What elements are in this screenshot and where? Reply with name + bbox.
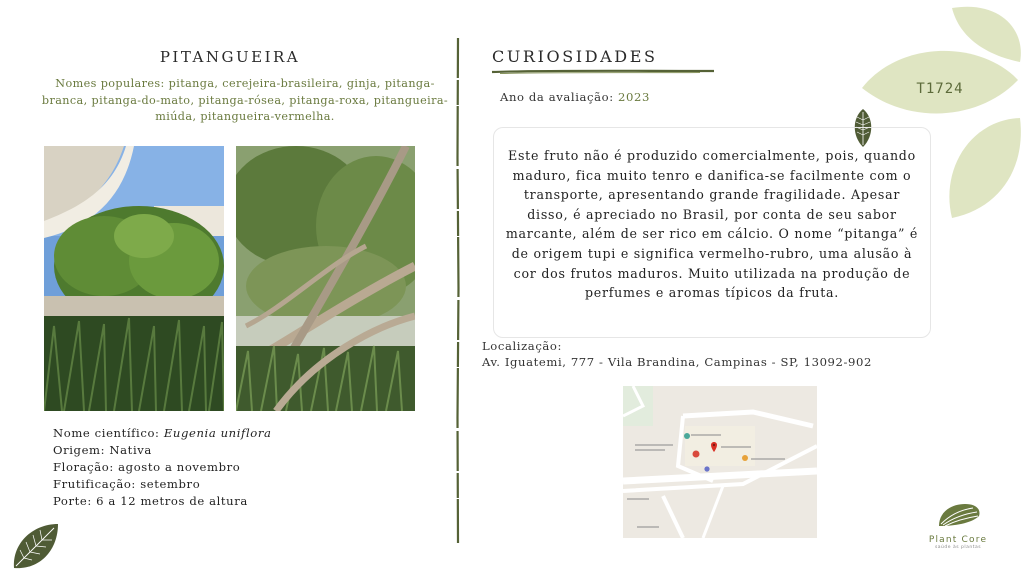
curiosity-text: Este fruto não é produzido comercialmente, pois, quando maduro, fica muito tenro e danifica-se facilmente com o transporte, apresentando grande fragilidade. Apesar disso, é apreciado no Brasil, por conta de seu sabor marcante, além de ser rico em cálcio. O nome “pitanga” é de origem tupi e significa vermelho-rubro, uma alusão à cor dos frutos maduros. Muito utilizada na produção de perfumes e aromas típicos da fruta. xyxy=(493,127,931,338)
popular-names: Nomes populares: pitanga, cerejeira-brasileira, ginja, pitanga-branca, pitanga-do-mato, pitanga-rósea, pitanga-roxa, pitangueira-miúda, pitangueira-vermelha. xyxy=(41,77,449,123)
location-address: Av. Iguatemi, 777 - Vila Brandina, Campinas - SP, 13092-902 xyxy=(482,355,872,369)
origin: Origem: Nativa xyxy=(53,443,152,457)
column-divider xyxy=(455,38,461,543)
plant-facts xyxy=(53,425,272,510)
brand-name: Plant Core xyxy=(928,535,988,545)
leaf-icon xyxy=(10,520,60,572)
plant-photo-2 xyxy=(236,146,415,411)
location-map[interactable] xyxy=(623,386,817,538)
scientific-name-label: Nome científico: xyxy=(53,426,164,440)
plant-core-logo xyxy=(933,500,983,530)
plant-photo-1 xyxy=(44,146,224,411)
plant-title: PITANGUEIRA xyxy=(159,48,301,66)
location-label: Localização: xyxy=(482,339,563,353)
scientific-name-value: Eugenia uniflora xyxy=(163,426,272,440)
curiosities-title: CURIOSIDADES xyxy=(492,47,658,66)
scientific-name xyxy=(53,425,272,442)
evaluation-year xyxy=(500,90,650,104)
item-code: T1724 xyxy=(916,81,964,97)
brand-logo xyxy=(918,500,998,550)
year-label: Ano da avaliação: xyxy=(500,90,619,104)
year-value: 2023 xyxy=(618,90,650,104)
fruiting: Frutificação: setembro xyxy=(53,477,201,491)
brand-tagline: saúde às plantas xyxy=(934,545,982,550)
size: Porte: 6 a 12 metros de altura xyxy=(53,494,248,508)
title-underline xyxy=(490,68,716,76)
flowering: Floração: agosto a novembro xyxy=(53,460,241,474)
